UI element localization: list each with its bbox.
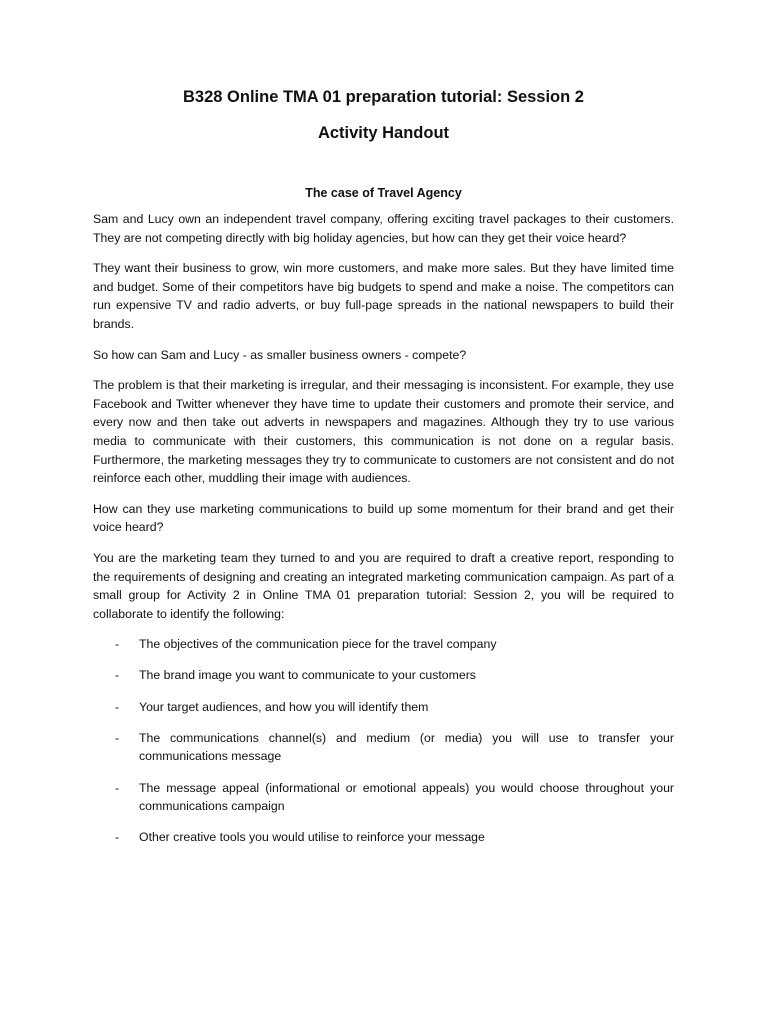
list-item-text: The message appeal (informational or emotional appeals) you would choose throughout your communications campaign — [139, 780, 674, 814]
list-item — [93, 729, 674, 766]
list-dash: - — [115, 730, 120, 745]
list-item-text: The objectives of the communication piece for the travel company — [139, 637, 497, 652]
paragraph-growth: They want their business to grow, win more customers, and make more sales. But they have limited time and budget. Some of their competitors have big budgets to spend and make a noise. The competitors can run expensive TV and radio adverts, or buy full-page spreads in the national newspapers to build their brands. — [93, 261, 674, 331]
list-item — [93, 635, 674, 654]
paragraph-question: So how can Sam and Lucy - as smaller business owners - compete? — [93, 347, 467, 362]
list-item — [93, 828, 674, 847]
paragraph-task: You are the marketing team they turned to and you are required to draft a creative report, responding to the requirements of designing and creating an integrated marketing communication campaign. As part of a small group for Activity 2 in Online TMA 01 preparation tutorial: Session 2, you will be required to collaborate to identify the following: — [93, 550, 674, 621]
requirements-list — [93, 635, 674, 847]
document-title: B328 Online TMA 01 preparation tutorial: Session 2 — [183, 88, 584, 106]
list-item-text: Other creative tools you would utilise to reinforce your message — [139, 830, 485, 845]
list-item-text: The communications channel(s) and medium (or media) you will use to transfer your communications message — [139, 730, 674, 764]
list-item-text: The brand image you want to communicate to your customers — [139, 668, 476, 683]
list-item — [93, 666, 674, 685]
list-dash: - — [115, 668, 120, 683]
paragraph-problem: The problem is that their marketing is irregular, and their messaging is inconsistent. For example, they use Facebook and Twitter whenever they have time to update their customers and promote their service, and every now and then take out adverts in newspapers and magazines. Although they try to use various media to communicate with their customers, this communication is not done on a regular basis. Furthermore, the marketing messages they try to communicate to customers are not consistent and do not reinforce each other, muddling their image with audiences. — [93, 378, 674, 486]
paragraph-intro: Sam and Lucy own an independent travel company, offering exciting travel packages to their customers. They are not competing directly with big holiday agencies, but how can they get their voice heard? — [93, 212, 674, 245]
list-dash: - — [115, 699, 120, 714]
list-item — [93, 698, 674, 717]
list-item — [93, 779, 674, 816]
list-dash: - — [115, 830, 120, 845]
paragraph-momentum: How can they use marketing communications to build up some momentum for their brand and get their voice heard? — [93, 501, 674, 535]
document-subtitle: Activity Handout — [317, 124, 450, 142]
list-dash: - — [115, 637, 120, 652]
list-dash: - — [115, 780, 120, 795]
case-title: The case of Travel Agency — [305, 186, 462, 200]
list-item-text: Your target audiences, and how you will identify them — [139, 699, 429, 714]
